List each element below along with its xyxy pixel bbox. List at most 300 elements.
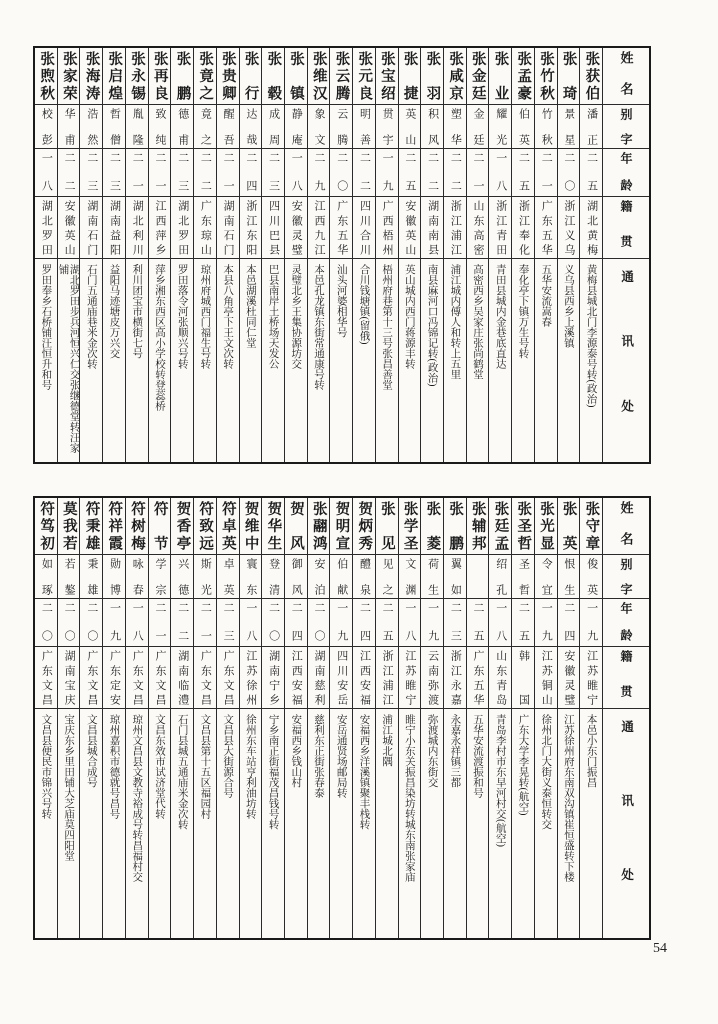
person-name-text: 张辅邦	[469, 501, 486, 551]
person-origin-text: 江西安福	[358, 650, 371, 705]
person-name-text: 张鹏	[174, 51, 191, 101]
person-column	[217, 498, 240, 938]
person-address	[240, 259, 262, 462]
person-address-text: 弥渡城内东街交	[426, 714, 438, 788]
person-origin	[103, 197, 125, 259]
person-name-text: 张琦	[560, 51, 577, 101]
person-name	[126, 498, 148, 555]
person-age	[512, 149, 534, 197]
person-age	[58, 599, 80, 647]
person-age-text: 二九	[313, 152, 326, 193]
person-origin-text: 湖北罗田	[176, 200, 189, 255]
person-origin	[489, 647, 511, 709]
person-age-text: 二一	[199, 602, 212, 643]
person-address-text: 青岛李村市东早河村交(航空)	[494, 714, 506, 847]
person-address-text: 青田县城内金巷底直达	[494, 264, 506, 369]
person-zi-text: 积风	[426, 108, 439, 145]
person-address	[580, 709, 602, 938]
person-age-text: 二二	[176, 602, 189, 643]
person-name	[421, 498, 443, 555]
person-name-text: 张永锡	[129, 51, 146, 101]
person-address-text: 慈利东正街张春泰	[313, 714, 325, 798]
person-age-text: 二三	[85, 152, 98, 193]
person-address	[126, 709, 148, 938]
person-origin	[399, 647, 421, 709]
person-age	[353, 599, 375, 647]
person-name	[467, 498, 489, 555]
person-address	[285, 709, 307, 938]
person-zi-text: 哲僧	[108, 108, 121, 145]
person-zi	[103, 555, 125, 599]
person-address	[421, 709, 443, 938]
person-zi	[376, 105, 398, 149]
header-name-text: 姓名	[618, 501, 634, 551]
person-name-text: 张见	[378, 501, 395, 551]
person-column	[376, 48, 399, 462]
person-name	[558, 498, 580, 555]
person-age	[58, 149, 80, 197]
person-origin-text: 江苏徐州	[244, 650, 257, 705]
person-zi-text: 胤隆	[131, 108, 144, 145]
person-address	[535, 259, 557, 462]
person-address	[330, 709, 352, 938]
header-origin	[603, 197, 649, 259]
person-origin	[35, 197, 57, 259]
person-name-text: 张竹秋	[537, 51, 554, 101]
person-origin	[535, 197, 557, 259]
person-origin	[80, 647, 102, 709]
person-zi	[512, 555, 534, 599]
person-zi	[80, 105, 102, 149]
person-age-text: 二五	[517, 602, 530, 643]
person-name	[376, 498, 398, 555]
person-age	[149, 599, 171, 647]
person-zi-text: 醒吾	[222, 108, 235, 145]
person-column	[399, 498, 422, 938]
person-origin-text: 安徽灵璧	[290, 200, 303, 255]
person-address-text: 文昌县城合成号	[85, 714, 97, 788]
person-origin-text: 浙江义乌	[562, 200, 575, 255]
person-name-text: 张元良	[356, 51, 373, 101]
person-age-text: 二五	[472, 602, 485, 643]
person-address	[467, 709, 489, 938]
person-name-text: 张启煌	[106, 51, 123, 101]
person-address	[421, 259, 443, 462]
person-age	[421, 599, 443, 647]
person-name-text: 张英	[560, 501, 577, 551]
person-name	[489, 48, 511, 105]
person-age-text: 二四	[290, 602, 303, 643]
person-origin	[330, 197, 352, 259]
person-origin	[35, 647, 57, 709]
person-age-text: 二二	[449, 152, 462, 193]
person-address	[580, 259, 602, 462]
person-zi	[262, 105, 284, 149]
person-address	[103, 709, 125, 938]
person-name	[103, 48, 125, 105]
person-address	[308, 709, 330, 938]
person-age-text: 一九	[381, 152, 394, 193]
person-age-text: 二一	[540, 152, 553, 193]
person-age	[194, 599, 216, 647]
person-name	[126, 48, 148, 105]
person-age	[262, 149, 284, 197]
person-name	[149, 48, 171, 105]
header-age	[603, 149, 649, 197]
person-address	[330, 259, 352, 462]
person-origin	[149, 197, 171, 259]
person-origin-text: 江西安福	[290, 650, 303, 705]
person-age	[240, 149, 262, 197]
person-name-text: 贺华生	[265, 501, 282, 551]
person-zi-text: 如琢	[40, 558, 53, 595]
person-address	[353, 709, 375, 938]
person-column	[308, 48, 331, 462]
person-zi-text: 御风	[290, 558, 303, 595]
person-column	[80, 48, 103, 462]
person-origin-text: 湖南石门	[85, 200, 98, 255]
person-name-text: 贺香亭	[174, 501, 191, 551]
person-zi	[103, 105, 125, 149]
person-zi	[580, 555, 602, 599]
person-age-text: 二三	[222, 602, 235, 643]
person-address-text: 广东大学李晃转(航空)	[517, 714, 529, 816]
person-origin	[80, 197, 102, 259]
person-address-text: 本邑湖溪杜同仁堂	[244, 264, 256, 348]
person-zi-text: 校彭	[40, 108, 53, 145]
person-age	[240, 599, 262, 647]
person-name-text: 张获伯	[583, 51, 600, 101]
person-age-text: 二五	[585, 152, 598, 193]
person-address-text: 永嘉永祥镇三都	[449, 714, 461, 788]
person-address	[558, 259, 580, 462]
person-address	[399, 709, 421, 938]
person-name-text: 张学圣	[401, 501, 418, 551]
person-address-text: 琼州府城西门福生号转	[199, 264, 211, 369]
person-address-text: 文昌县便民市锦兴号转	[40, 714, 52, 819]
person-name	[558, 48, 580, 105]
person-zi-text: 英山	[403, 108, 416, 145]
person-origin	[399, 197, 421, 259]
person-zi-text: 学宗	[153, 558, 166, 595]
person-address	[149, 709, 171, 938]
person-origin-text: 湖南南县	[426, 200, 439, 255]
person-age-text: 二一	[222, 152, 235, 193]
person-name	[535, 498, 557, 555]
person-name	[171, 498, 193, 555]
person-origin-text: 广西梧州	[381, 200, 394, 255]
person-origin	[512, 647, 534, 709]
person-name	[80, 48, 102, 105]
directory-table-0	[33, 46, 651, 464]
person-origin	[444, 197, 466, 259]
person-zi	[80, 555, 102, 599]
person-origin-text: 湖南临澧	[176, 650, 189, 705]
person-origin	[376, 197, 398, 259]
person-origin	[535, 647, 557, 709]
person-age-text: 一八	[403, 602, 416, 643]
person-zi-text: 安泊	[313, 558, 326, 595]
person-origin	[149, 647, 171, 709]
person-name-text: 符节	[151, 501, 168, 551]
person-column	[444, 498, 467, 938]
person-age-text: 二二	[358, 152, 371, 193]
person-column	[171, 498, 194, 938]
person-name-text: 张维汉	[310, 51, 327, 101]
person-address	[149, 259, 171, 462]
person-address-text: 徐州东车站亨利油坊转	[244, 714, 256, 819]
header-column	[603, 48, 649, 462]
person-age-text: 二〇	[85, 602, 98, 643]
person-age	[194, 149, 216, 197]
person-address	[126, 259, 148, 462]
person-name	[308, 48, 330, 105]
person-age	[535, 149, 557, 197]
person-age	[126, 149, 148, 197]
person-origin-text: 江苏铜山	[540, 650, 553, 705]
person-name	[467, 48, 489, 105]
person-origin-text: 广东文昌	[131, 650, 144, 705]
person-name-text: 贺明宣	[333, 501, 350, 551]
person-address-text: 琼州嘉积市德就号昌号	[108, 714, 120, 819]
person-address	[535, 709, 557, 938]
person-age	[444, 149, 466, 197]
person-age-text: 一八	[131, 602, 144, 643]
header-origin-text: 籍贯	[619, 650, 633, 705]
person-zi-text: 若鏊	[63, 558, 76, 595]
person-zi-text: 浩然	[85, 108, 98, 145]
person-age-text: 二〇	[562, 152, 575, 193]
person-age-text: 一九	[540, 602, 553, 643]
person-address-text: 浦江城北隅	[381, 714, 393, 767]
person-age	[558, 599, 580, 647]
person-origin	[171, 197, 193, 259]
person-address	[58, 259, 80, 462]
person-zi-text: 斯光	[199, 558, 212, 595]
person-name-text: 张业	[492, 51, 509, 101]
header-name	[603, 48, 649, 105]
person-age	[171, 599, 193, 647]
person-zi-text: 致纯	[153, 108, 166, 145]
person-address-text: 石门五通庙巷米金次转	[85, 264, 97, 369]
person-age-text: 二〇	[335, 152, 348, 193]
person-name-text: 张鹏	[447, 501, 464, 551]
person-zi-text: 德甫	[176, 108, 189, 145]
person-address	[35, 259, 57, 462]
person-address	[376, 259, 398, 462]
person-age	[399, 599, 421, 647]
header-zi	[603, 105, 649, 149]
person-zi	[35, 105, 57, 149]
person-origin-text: 湖南石门	[222, 200, 235, 255]
person-zi	[421, 555, 443, 599]
person-origin	[217, 647, 239, 709]
person-name-text: 贺维中	[242, 501, 259, 551]
person-name	[489, 498, 511, 555]
person-zi	[580, 105, 602, 149]
person-column	[489, 498, 512, 938]
person-zi-text: 圣哲	[517, 558, 530, 595]
person-address	[444, 259, 466, 462]
person-zi	[149, 105, 171, 149]
person-origin-text: 山东青岛	[494, 650, 507, 705]
person-name	[444, 498, 466, 555]
person-zi	[126, 105, 148, 149]
person-age	[444, 599, 466, 647]
person-origin-text: 湖北利川	[131, 200, 144, 255]
person-origin-text: 浙江奉化	[517, 200, 530, 255]
header-age	[603, 599, 649, 647]
person-origin	[580, 197, 602, 259]
person-name	[103, 498, 125, 555]
person-address-text: 汕头河婆相华号	[335, 264, 347, 338]
person-zi	[35, 555, 57, 599]
person-zi-text: 象文	[313, 108, 326, 145]
person-zi	[330, 555, 352, 599]
person-column	[149, 498, 172, 938]
person-address	[171, 259, 193, 462]
person-zi	[285, 105, 307, 149]
person-name-text: 符卓英	[219, 501, 236, 551]
person-column	[330, 498, 353, 938]
person-zi	[58, 555, 80, 599]
person-address	[285, 259, 307, 462]
person-origin	[240, 647, 262, 709]
person-age	[467, 599, 489, 647]
person-column	[512, 48, 535, 462]
person-name-text: 张家荣	[60, 51, 77, 101]
person-column	[558, 48, 581, 462]
person-origin-text: 广东琼山	[199, 200, 212, 255]
person-zi-text: 醴泉	[358, 558, 371, 595]
person-zi-text: 静庵	[290, 108, 303, 145]
person-origin	[58, 197, 80, 259]
person-age	[580, 149, 602, 197]
person-address-text: 梧州府巷第十三号张昌善堂	[381, 264, 393, 390]
header-name-text: 姓名	[618, 51, 634, 101]
person-column	[376, 498, 399, 938]
person-name	[262, 498, 284, 555]
person-column	[580, 498, 603, 938]
person-address-text: 文昌县第十五区福园村	[199, 714, 211, 819]
person-address-text: 黄梅县城北门李源泰号转(政治)	[585, 264, 597, 408]
person-address-text: 灵璧北乡王集协源坊交	[290, 264, 302, 369]
person-age	[126, 599, 148, 647]
person-zi	[535, 105, 557, 149]
person-address	[467, 259, 489, 462]
person-age-text: 二〇	[40, 602, 53, 643]
person-origin	[126, 647, 148, 709]
person-zi-text: 登清	[267, 558, 280, 595]
person-name	[535, 48, 557, 105]
person-origin-text: 四川巴县	[267, 200, 280, 255]
person-age	[103, 599, 125, 647]
person-zi	[512, 105, 534, 149]
person-age-text: 二一	[153, 152, 166, 193]
person-address	[512, 259, 534, 462]
person-zi	[467, 555, 489, 599]
person-origin	[558, 197, 580, 259]
person-zi-text: 兴德	[176, 558, 189, 595]
person-address	[308, 259, 330, 462]
person-address-text: 义乌县西乡上溪镇	[562, 264, 574, 348]
person-origin-text: 四川安岳	[335, 650, 348, 705]
person-zi-text: 勋博	[108, 558, 121, 595]
person-column	[149, 48, 172, 462]
person-address	[194, 709, 216, 938]
person-name	[308, 498, 330, 555]
person-age-text: 二五	[403, 152, 416, 193]
person-name	[58, 498, 80, 555]
person-zi-text: 竹秋	[540, 108, 553, 145]
person-zi	[126, 555, 148, 599]
person-address	[512, 709, 534, 938]
person-name	[217, 48, 239, 105]
person-address-text: 本邑孔龙镇东街常通康号转	[313, 264, 325, 390]
person-column	[535, 498, 558, 938]
person-zi	[535, 555, 557, 599]
person-name-text: 张金廷	[469, 51, 486, 101]
person-zi-text: 金廷	[472, 108, 485, 145]
header-address-text: 通讯处	[619, 270, 634, 413]
person-address-text: 合川钱塘镇(留俄)	[358, 264, 370, 345]
person-address-text: 奉化亭下镇万生号转	[517, 264, 529, 359]
person-zi	[399, 105, 421, 149]
person-address-text: 宁乡南正街福茂昌钱号转	[267, 714, 279, 830]
person-age	[308, 599, 330, 647]
person-origin	[262, 647, 284, 709]
person-address-text: 本邑小东门振昌	[585, 714, 597, 788]
person-address	[103, 259, 125, 462]
person-column	[103, 48, 126, 462]
person-address-text: 巴县南岸土桥场天发公	[267, 264, 279, 369]
person-origin	[580, 647, 602, 709]
person-address	[262, 259, 284, 462]
person-address	[194, 259, 216, 462]
person-origin-text: 广东文昌	[222, 650, 235, 705]
person-age	[535, 599, 557, 647]
person-age	[353, 149, 375, 197]
person-column	[308, 498, 331, 938]
person-zi-text: 卓英	[222, 558, 235, 595]
person-zi-text: 俊英	[585, 558, 598, 595]
person-age-text: 一九	[426, 602, 439, 643]
person-column	[58, 498, 81, 938]
person-name	[399, 498, 421, 555]
person-name	[149, 498, 171, 555]
person-zi-text: 秉雄	[85, 558, 98, 595]
page-number: 54	[653, 941, 667, 956]
person-age-text: 二〇	[267, 602, 280, 643]
person-name-text: 贺炳秀	[356, 501, 373, 551]
person-zi-text: 成周	[267, 108, 280, 145]
person-address-text: 南县麻河口冯锦记转(政治)	[426, 264, 438, 387]
person-name	[330, 498, 352, 555]
person-age-text: 二三	[449, 602, 462, 643]
person-name-text: 莫我若	[60, 501, 77, 551]
person-age-text: 一八	[494, 602, 507, 643]
person-zi-text: 潘正	[585, 108, 598, 145]
person-origin-text: 江苏睢宁	[403, 650, 416, 705]
person-age-text: 二三	[176, 152, 189, 193]
person-zi	[308, 555, 330, 599]
person-age	[103, 149, 125, 197]
person-column	[240, 48, 263, 462]
person-column	[535, 48, 558, 462]
person-address	[489, 709, 511, 938]
person-name-text: 张羽	[424, 51, 441, 101]
person-address-text: 益阳马迹塘皮万兴交	[108, 264, 120, 359]
